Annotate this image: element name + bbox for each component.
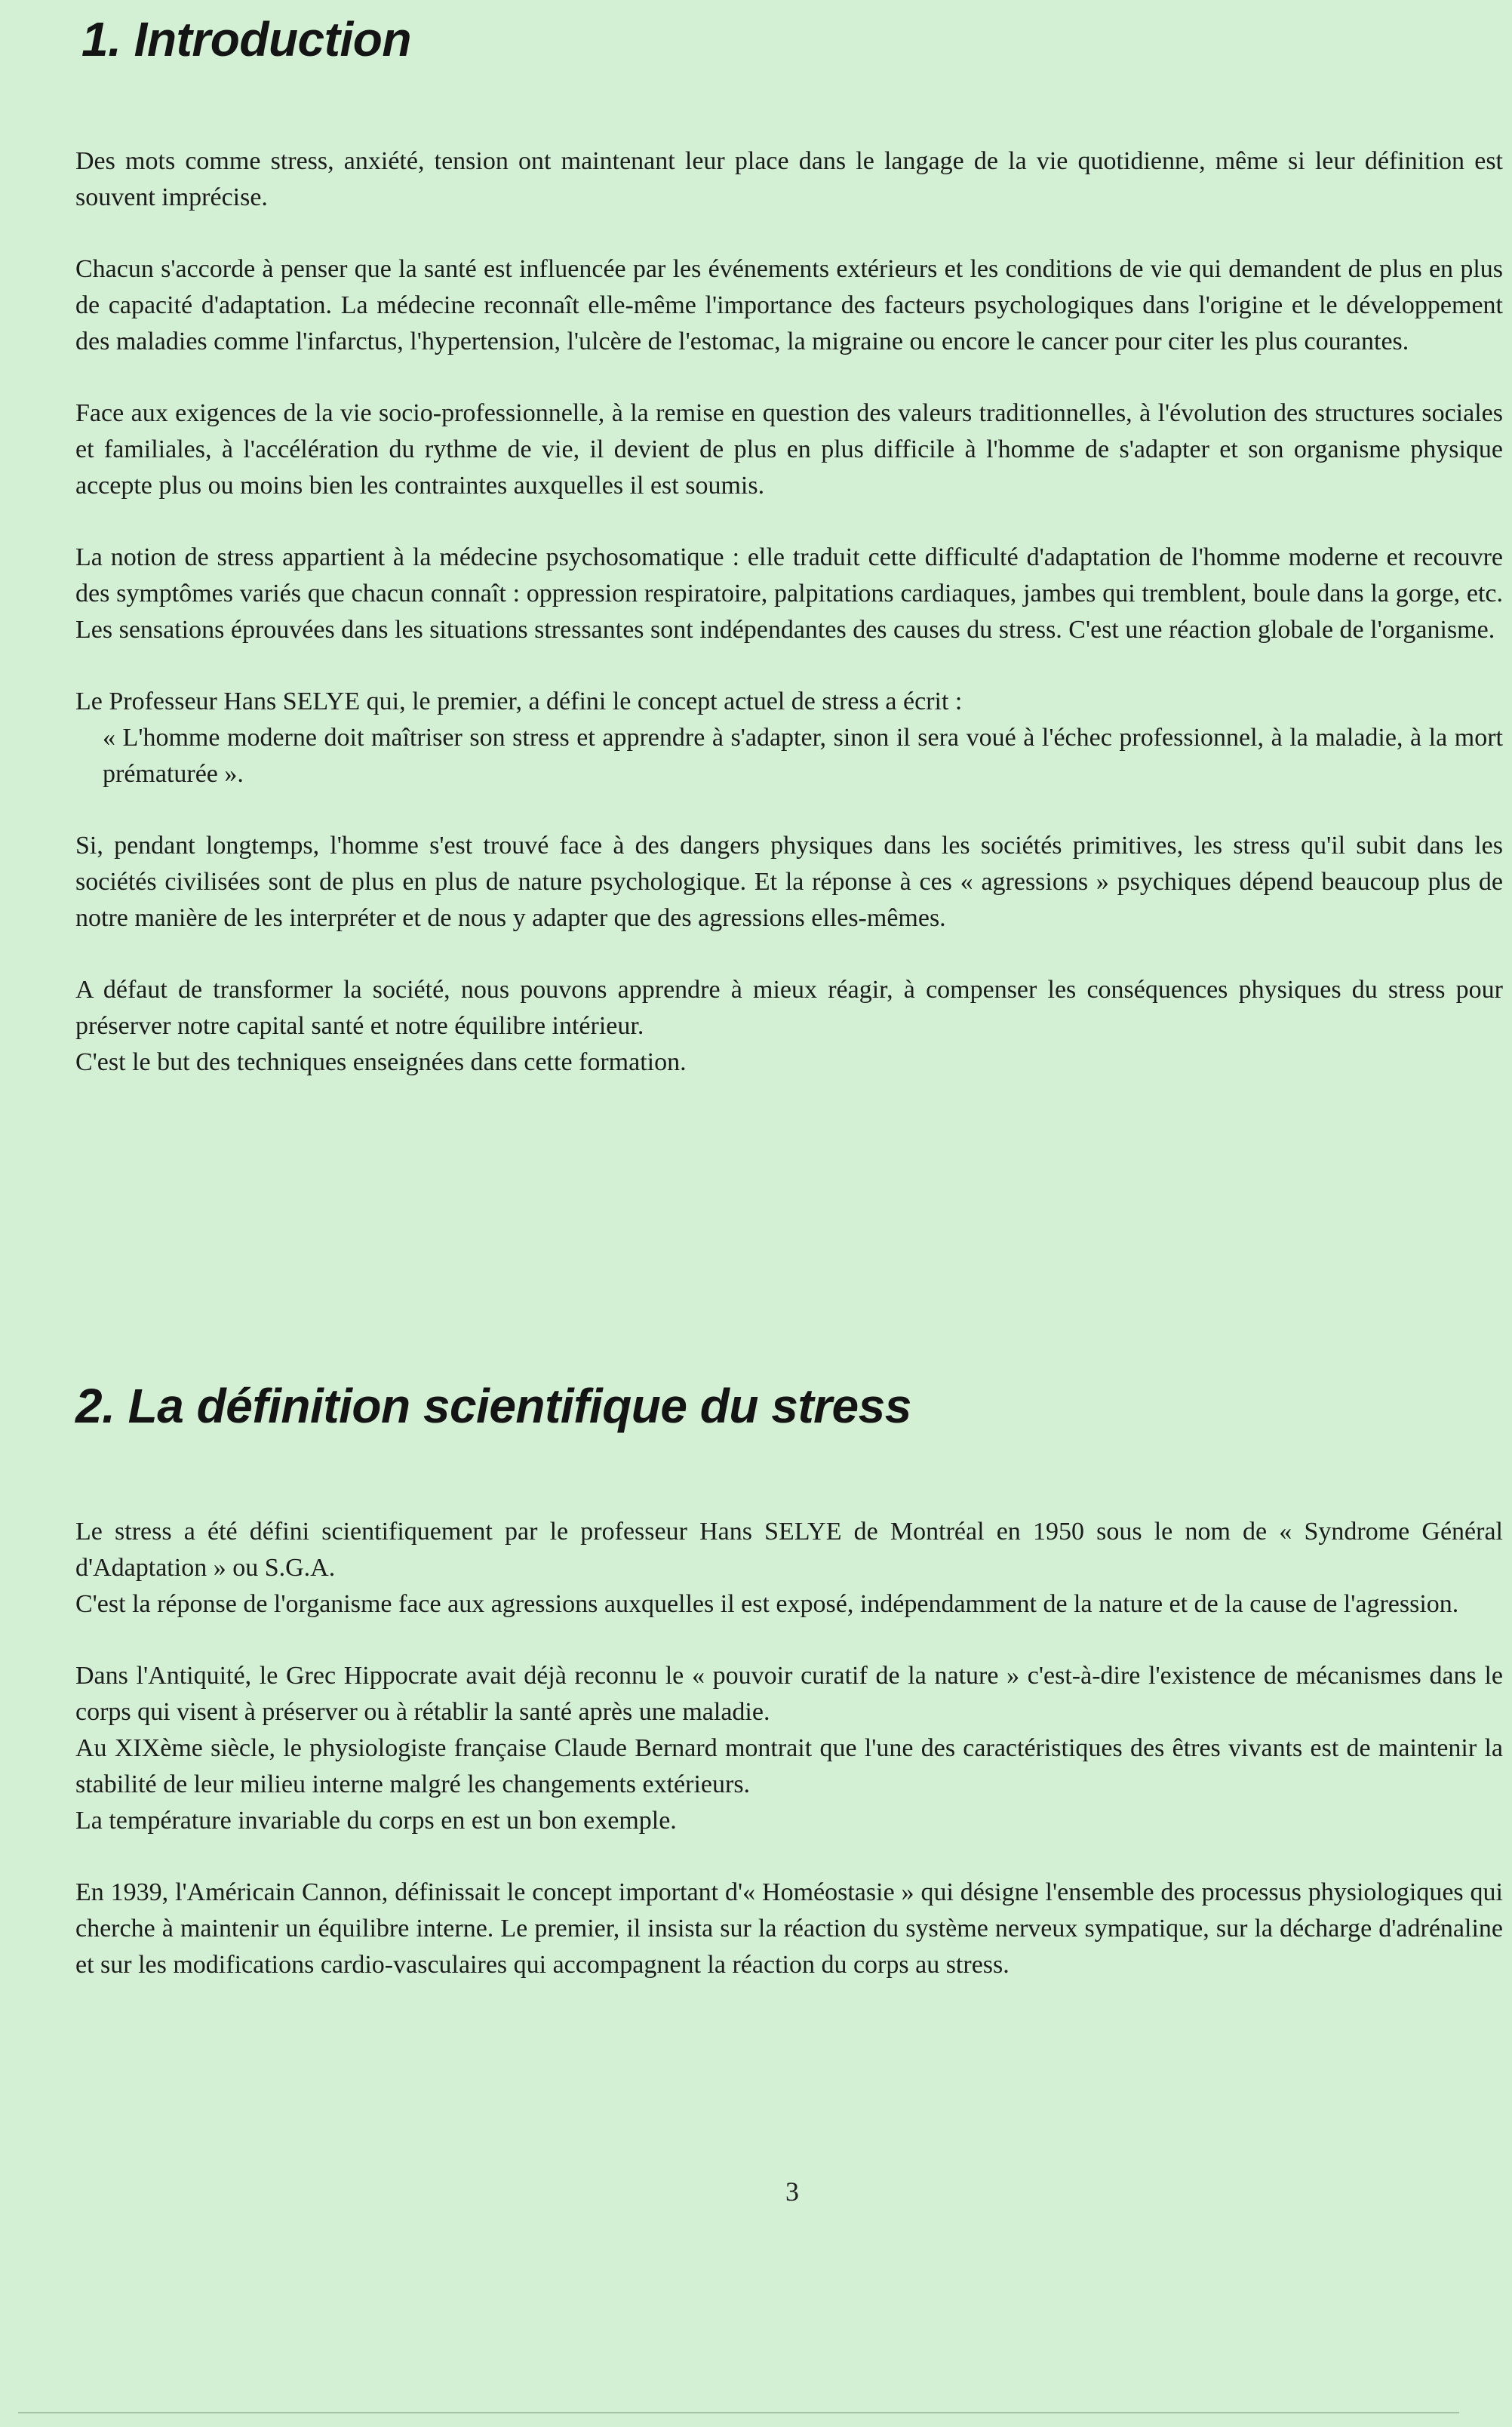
paragraph: Chacun s'accorde à penser que la santé est influencée par les événements extérieurs et les conditions de vie qui demandent de plus en plus de capacité d'adaptation. La médecine reconnaît elle-même l'importance des facteurs psychologiques dans l'origine et le développement des maladies comme l'infarctus, l'hypertension, l'ulcère de l'estomac, la migraine ou encore le cancer pour citer les plus courantes. [75,255,1503,355]
paragraph: Face aux exigences de la vie socio-professionnelle, à la remise en question des valeurs traditionnelles, à l'évolution des structures sociales et familiales, à l'accélération du rythme de vie, il devient de plus en plus difficile à l'homme de s'adapter et son organisme physique accepte plus ou moins bien les contraintes auxquelles il est soumis. [75,399,1503,500]
selye-quote: « L'homme moderne doit maîtriser son stress et apprendre à s'adapter, sinon il sera voué à l'échec professionnel, à la maladie, à la mort prématurée ». [103,724,1503,788]
paragraph-with-quote [75,684,1503,792]
section-1-heading: 1. Introduction [81,12,411,66]
paragraph: Dans l'Antiquité, le Grec Hippocrate avait déjà reconnu le « pouvoir curatif de la nature » c'est-à-dire l'existence de mécanismes dans le corps qui visent à préserver ou à rétablir la santé après une maladie. [75,1662,1503,1726]
quote-intro: Le Professeur Hans SELYE qui, le premier, a défini le concept actuel de stress a écrit : [75,687,963,715]
paragraph: Le stress a été défini scientifiquement par le professeur Hans SELYE de Montréal en 1950 sous le nom de « Syndrome Général d'Adaptation » ou S.G.A. [75,1518,1503,1582]
paragraph: A défaut de transformer la société, nous pouvons apprendre à mieux réagir, à compenser les conséquences physiques du stress pour préserver notre capital santé et notre équilibre intérieur. [75,976,1503,1040]
paragraph: La notion de stress appartient à la médecine psychosomatique : elle traduit cette difficulté d'adaptation de l'homme moderne et recouvre des symptômes variés que chacun connaît : oppression respiratoire, palpitations cardiaques, jambes qui tremblent, boule dans la gorge, etc. Les sensations éprouvées dans les situations stressantes sont indépendantes des causes du stress. C'est une réaction globale de l'organisme. [75,543,1503,644]
paragraph: La température invariable du corps en est un bon exemple. [75,1807,677,1835]
page-number: 3 [785,2176,799,2207]
paragraph: Des mots comme stress, anxiété, tension ont maintenant leur place dans le langage de la vie quotidienne, même si leur définition est souvent imprécise. [75,147,1503,211]
paragraph: C'est le but des techniques enseignées dans cette formation. [75,1048,687,1076]
section-2-body [75,1514,1503,2019]
section-2-heading: 2. La définition scientifique du stress [75,1379,911,1433]
bottom-rule [18,2412,1459,2413]
paragraph: En 1939, l'Américain Cannon, définissait le concept important d'« Homéostasie » qui désigne l'ensemble des processus physiologiques qui cherche à maintenir un équilibre interne. Le premier, il insista sur la réaction du système nerveux sympatique, sur la décharge d'adrénaline et sur les modifications cardio-vasculaires qui accompagnent la réaction du corps au stress. [75,1878,1503,1979]
paragraph: Si, pendant longtemps, l'homme s'est trouvé face à des dangers physiques dans les sociétés primitives, les stress qu'il subit dans les sociétés civilisées sont de plus en plus de nature psychologique. Et la réponse à ces « agressions » psychiques dépend beaucoup plus de notre manière de les interpréter et de nous y adapter que des agressions elles-mêmes. [75,832,1503,932]
paragraph: C'est la réponse de l'organisme face aux agressions auxquelles il est exposé, indépendamment de la nature et de la cause de l'agression. [75,1590,1459,1618]
section-1-body [75,143,1503,1116]
paragraph: Au XIXème siècle, le physiologiste française Claude Bernard montrait que l'une des caractéristiques des êtres vivants est de maintenir la stabilité de leur milieu interne malgré les changements extérieurs. [75,1734,1503,1798]
